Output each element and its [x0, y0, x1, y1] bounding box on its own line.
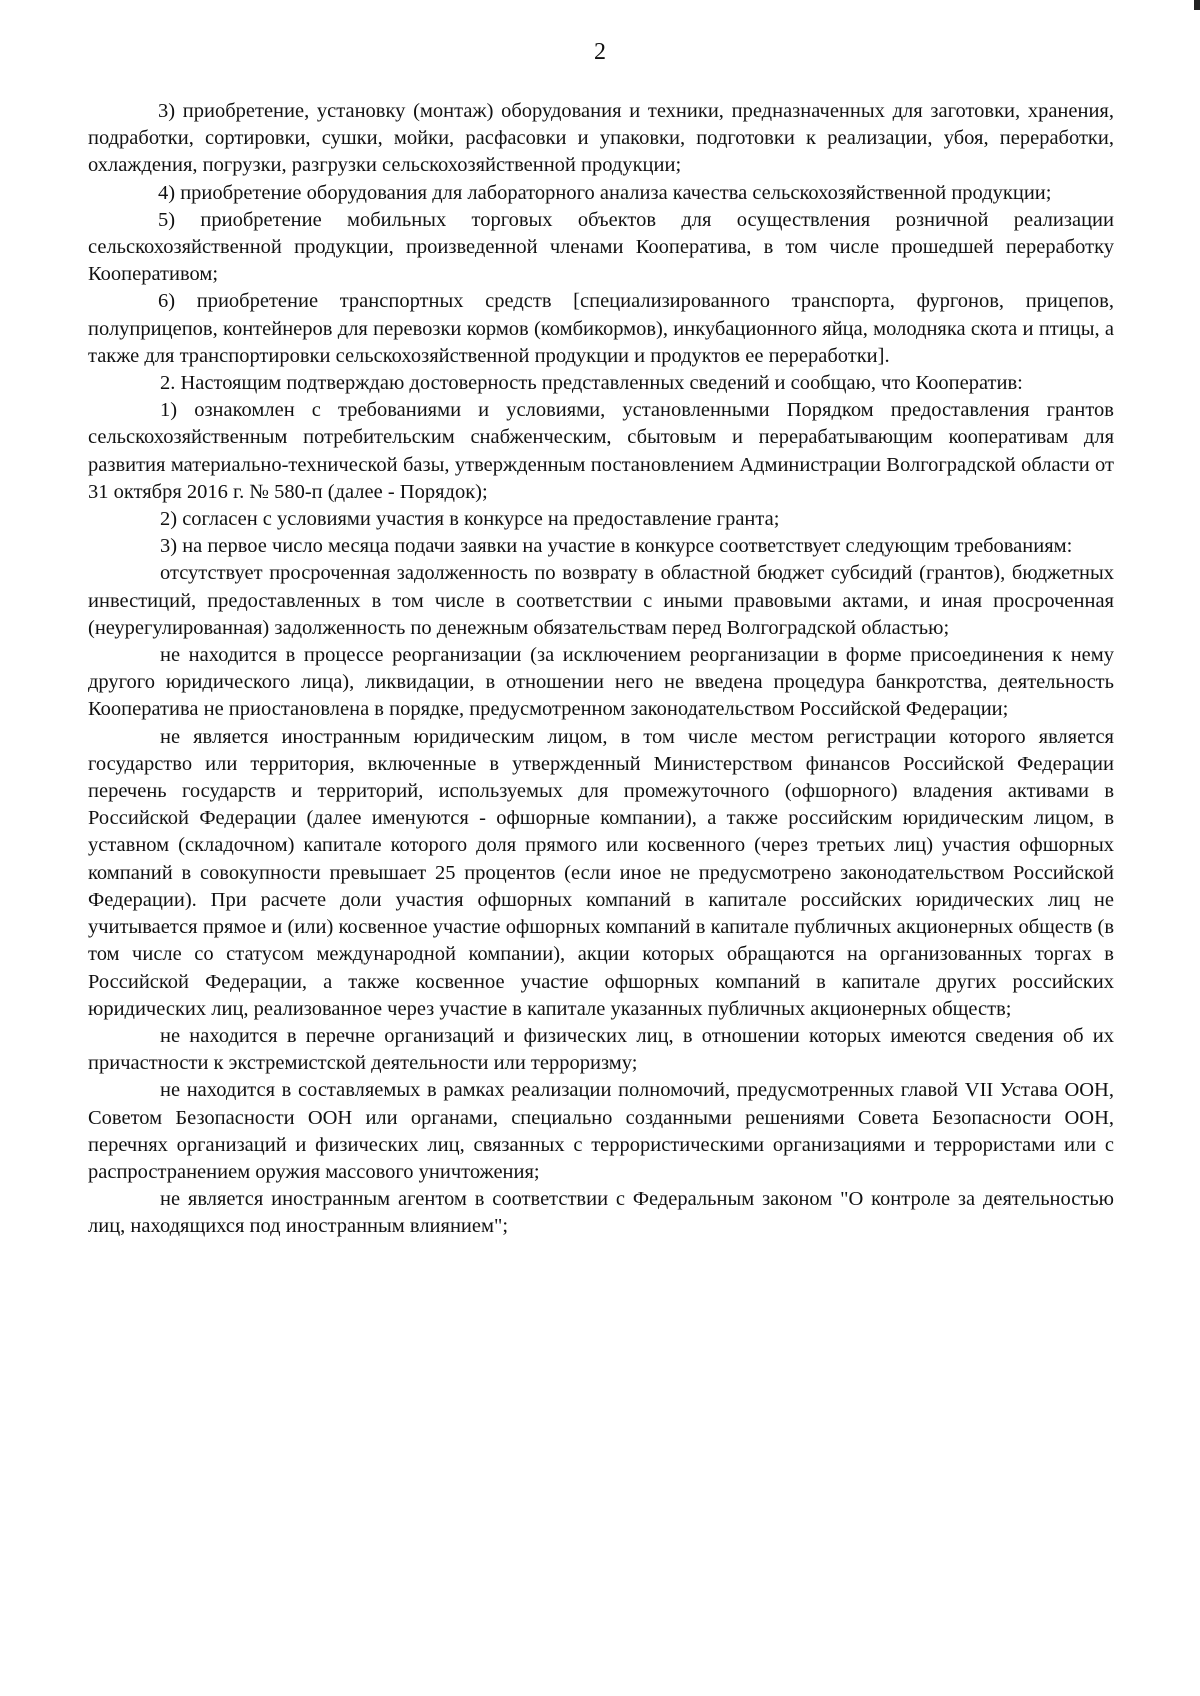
requirement-no-reorganization: не находится в процессе реорганизации (за исключением реорганизации в форме присоединения к нему другого юридического лица), ликвидации, в отношении него не введена процедура банкротства, деятельность Кооператива не приостановлена в порядке, предусмотренном законодательством Российской Федерации; — [88, 644, 1114, 721]
list-item-agreed: 2) согласен с условиями участия в конкурсе на предоставление гранта; — [160, 508, 780, 531]
page-number: 2 — [594, 39, 606, 65]
requirement-not-extremist: не находится в перечне организаций и физических лиц, в отношении которых имеются сведения об их причастности к экстремистской деятельности или терроризму; — [88, 1024, 1114, 1075]
list-item-vehicles: 6) приобретение транспортных средств [специализированного транспорта, фургонов, прицепов, полуприцепов, контейнеров для перевозки кормов (комбикормов), инкубационного яйца, молодняка скота и птицы, а также для транспортировки сельскохозяйственной продукции и продуктов ее переработки]. — [88, 290, 1114, 367]
paragraph-confirmation: 2. Настоящим подтверждаю достоверность представленных сведений и сообщаю, что Кооператив: — [160, 372, 1023, 395]
requirement-not-foreign-agent: не является иностранным агентом в соответствии с Федеральным законом "О контроле за деятельностью лиц, находящихся под иностранным влиянием"; — [88, 1188, 1114, 1238]
requirement-no-debt: отсутствует просроченная задолженность по возврату в областной бюджет субсидий (грантов), бюджетных инвестиций, предоставленных в том числе в соответствии с иными правовыми актами, и иная просроченная (неурегулированная) задолженность по денежным обязательствам перед Волгоградской областью; — [88, 562, 1114, 639]
list-item-acquainted: 1) ознакомлен с требованиями и условиями, установленными Порядком предоставления грантов сельскохозяйственным потребительским снабженческим, сбытовым и перерабатывающим кооперативам для развития материально-технической базы, утвержденным постановлением Администрации Волгоградской области от 31 октября 2016 г. № 580-п (далее - Порядок); — [88, 399, 1114, 503]
document-body — [88, 98, 1114, 1241]
requirement-not-foreign-entity: не является иностранным юридическим лицом, в том числе местом регистрации которого является государство или территория, включенные в утвержденный Министерством финансов Российской Федерации перечень государств и территорий, используемых для промежуточного (офшорного) владения активами в Российской Федерации (далее именуются - офшорные компании), а также российским юридическим лицом, в уставном (складочном) капитале которого доля прямого или косвенного (через третьих лиц) участия офшорных компаний в совокупности превышает 25 процентов (если иное не предусмотрено законодательством Российской Федерации). При расчете доли участия офшорных компаний в капитале российских юридических лиц не учитывается прямое и (или) косвенное участие офшорных компаний в капитале публичных акционерных обществ (в том числе со статусом международной компании), акции которых обращаются на организованных торгах в Российской Федерации, а также косвенное участие офшорных компаний в капитале других российских юридических лиц, реализованное через участие в капитале указанных публичных акционерных обществ; — [88, 725, 1114, 1020]
list-item-lab-equipment: 4) приобретение оборудования для лабораторного анализа качества сельскохозяйственной продукции; — [158, 181, 1052, 204]
list-item-mobile-trade: 5) приобретение мобильных торговых объектов для осуществления розничной реализации сельскохозяйственной продукции, произведенной членами Кооператива, в том числе прошедшей переработку Кооперативом; — [88, 208, 1114, 286]
list-item-requirements: 3) на первое число месяца подачи заявки на участие в конкурсе соответствует следующим требованиям: — [160, 535, 1073, 558]
list-item-equipment: 3) приобретение, установку (монтаж) оборудования и техники, предназначенных для заготовки, хранения, подработки, сортировки, сушки, мойки, расфасовки и упаковки, подготовки к реализации, убоя, переработки, охлаждения, погрузки, разгрузки сельскохозяйственной продукции; — [88, 100, 1114, 177]
requirement-not-un-list: не находится в составляемых в рамках реализации полномочий, предусмотренных главой VII Устава ООН, Советом Безопасности ООН или органами, специально созданными решениями Совета Безопасности ООН, перечнях организаций и физических лиц, связанных с террористическими организациями и террористами или с распространением оружия массового уничтожения; — [88, 1079, 1114, 1183]
scan-corner-mark — [1194, 0, 1200, 10]
